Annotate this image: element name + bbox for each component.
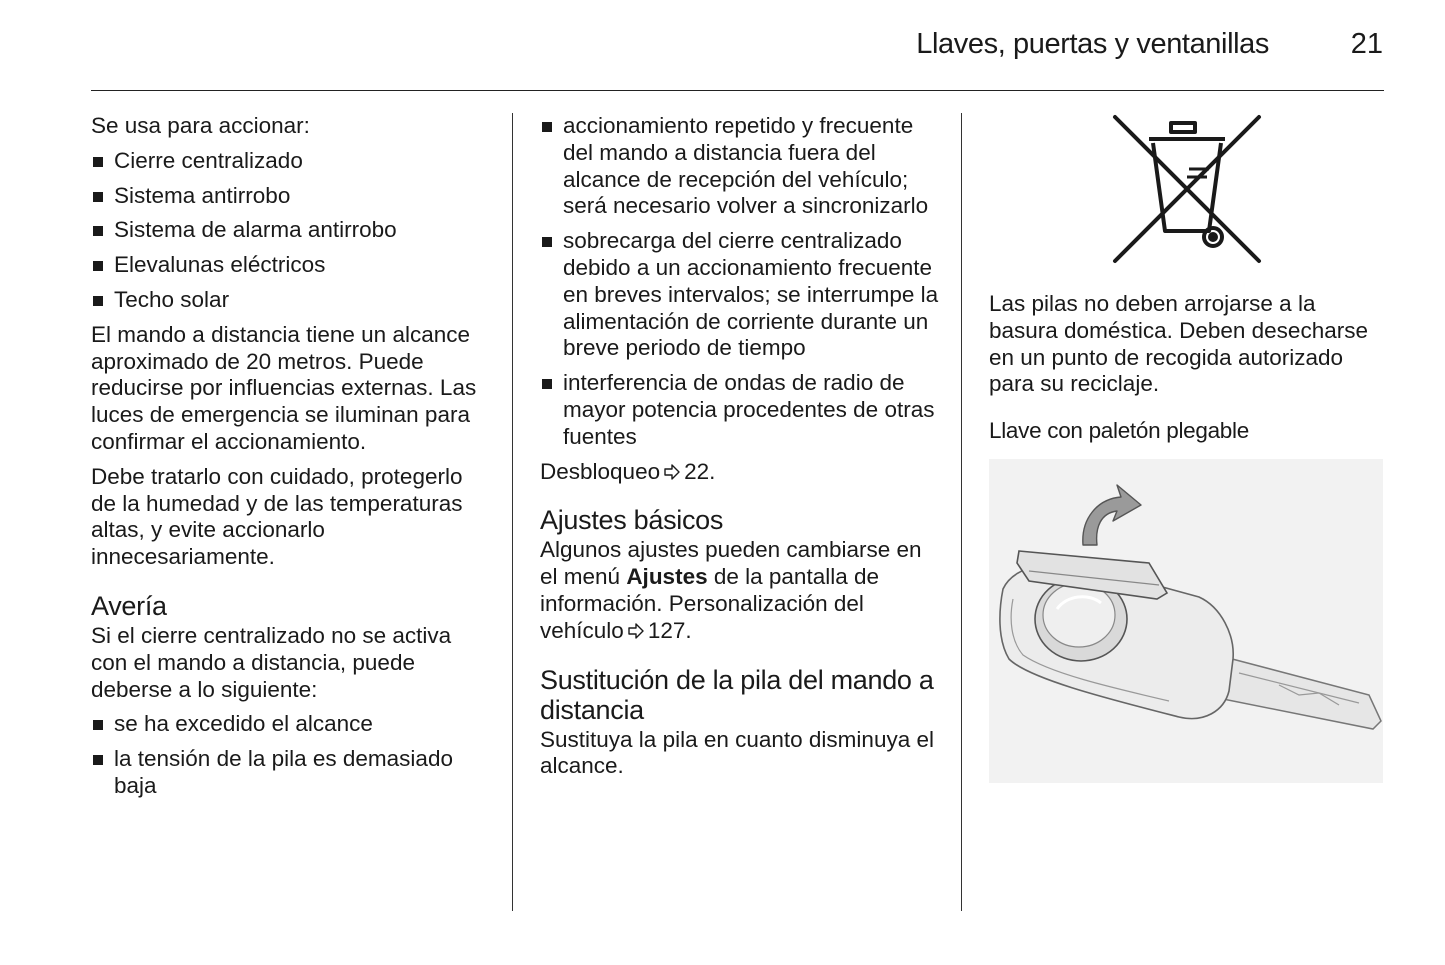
disposal-paragraph: Las pilas no deben arrojarse a la basura doméstica. Deben desecharse en un punto de recogida autorizado para su reciclaje.: [989, 291, 1368, 397]
battery-replacement-paragraph: Sustituya la pila en cuanto disminuya el alcance.: [540, 726, 934, 779]
column-3: [989, 113, 1384, 783]
page-header: [0, 0, 1445, 95]
cross-reference-arrow-icon: [663, 463, 681, 481]
bullet-icon: [542, 379, 552, 389]
list-item: interferencia de ondas de radio de mayor potencia procedentes de otras fuentes: [540, 370, 940, 450]
basic-settings-paragraph: Algunos ajustes pueden cambiarse en el menú Ajustes de la pantalla de información. Personalización del vehículo 127.: [540, 537, 922, 643]
column-divider-2: [961, 113, 962, 911]
list-item: Cierre centralizado: [91, 148, 491, 175]
list-item: Sistema antirrobo: [91, 183, 491, 210]
list-item: Techo solar: [91, 287, 491, 314]
list-item: la tensión de la pila es demasiado baja: [91, 746, 491, 800]
bullet-icon: [542, 237, 552, 247]
personalization-page-link[interactable]: 127.: [647, 617, 692, 643]
battery-replacement-heading: Sustitución de la pila del mando a distancia: [540, 664, 934, 725]
column-2: [540, 113, 940, 788]
bullet-icon: [93, 226, 103, 236]
list-item: accionamiento repetido y frecuente del mando a distancia fuera del alcance de recepción del vehículo; será necesario volver a sincronizarlo: [540, 113, 940, 220]
folding-key-illustration: [989, 459, 1383, 783]
list-item: se ha excedido el alcance: [91, 711, 491, 738]
bullet-icon: [93, 192, 103, 202]
bullet-icon: [93, 261, 103, 271]
care-paragraph: Debe tratarlo con cuidado, protegerlo de la humedad y de las temperaturas altas, y evite accionarlo innecesariamente.: [91, 463, 463, 570]
uses-list: [91, 148, 491, 314]
folding-key-heading: Llave con paletón plegable: [989, 418, 1249, 444]
bullet-icon: [542, 122, 552, 132]
fault-heading: Avería: [91, 590, 167, 621]
basic-settings-heading: Ajustes básicos: [540, 505, 724, 536]
fault-causes-list-continued: [540, 113, 940, 451]
chapter-title: Llaves, puertas y ventanillas: [916, 28, 1269, 60]
fault-causes-list: [91, 711, 491, 799]
crossed-out-bin-icon: [1109, 113, 1265, 267]
cross-reference-arrow-icon: [627, 622, 645, 640]
header-rule: [91, 90, 1384, 91]
bullet-icon: [93, 755, 103, 765]
list-item: Sistema de alarma antirrobo: [91, 217, 491, 244]
bullet-icon: [93, 296, 103, 306]
page-number: 21: [1350, 28, 1383, 60]
range-paragraph: El mando a distancia tiene un alcance aproximado de 20 metros. Puede reducirse por influencias externas. Las luces de emergencia se iluminan para confirmar el accionamiento.: [91, 321, 477, 454]
column-1: [91, 113, 491, 808]
unlock-page-link[interactable]: 22.: [684, 458, 716, 484]
unlock-reference: Desbloqueo 22.: [540, 458, 716, 484]
settings-menu-term: Ajustes: [626, 564, 708, 590]
column-divider-1: [512, 113, 513, 911]
bullet-icon: [93, 720, 103, 730]
fault-paragraph: Si el cierre centralizado no se activa con el mando a distancia, puede deberse a lo siguiente:: [91, 622, 452, 702]
uses-intro: Se usa para accionar:: [91, 113, 310, 138]
bullet-icon: [93, 157, 103, 167]
list-item: sobrecarga del cierre centralizado debido a un accionamiento frecuente en breves intervalos; se interrumpe la alimentación de corriente durante un breve periodo de tiempo: [540, 228, 940, 362]
list-item: Elevalunas eléctricos: [91, 252, 491, 279]
